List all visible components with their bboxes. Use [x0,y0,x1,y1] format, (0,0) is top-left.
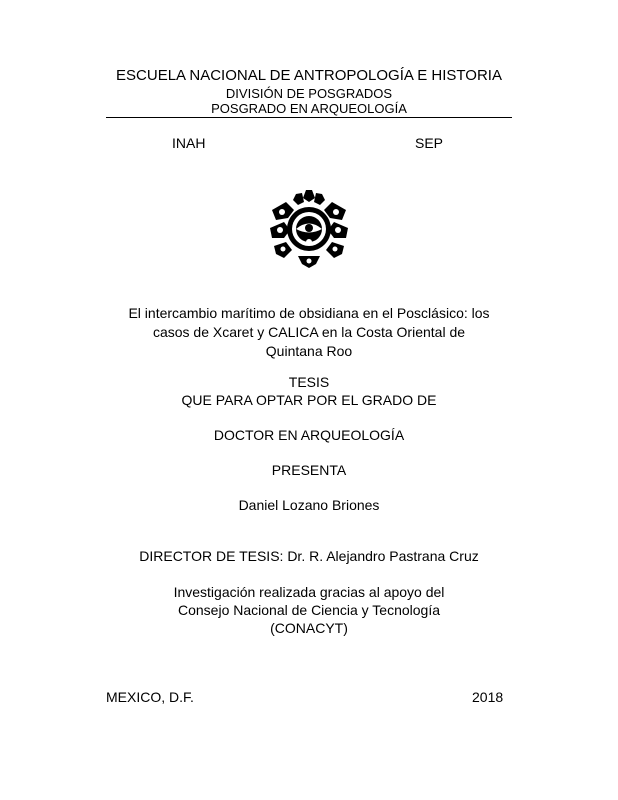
presenta-label: PRESENTA [271,462,347,478]
header-divider [106,117,512,118]
thesis-title-line-2: casos de Xcaret y CALICA en la Costa Oriental de [152,324,466,340]
place-label: MEXICO, D.F. [106,689,194,705]
funding-line-3: (CONACYT) [270,620,348,636]
eagle-emblem-icon [268,188,350,270]
funding-note [0,583,618,637]
thesis-title-line-3: Quintana Roo [265,343,353,359]
thesis-title-line-1: El intercambio marítimo de obsidiana en el Posclásico: los [128,305,490,321]
school-name: ESCUELA NACIONAL DE ANTROPOLOGÍA E HISTORIA [116,67,502,84]
program-name: POSGRADO EN ARQUEOLOGÍA [211,101,407,116]
tesis-heading: TESIS [288,374,330,390]
degree-purpose: QUE PARA OPTAR POR EL GRADO DE [181,392,437,408]
thesis-title [0,304,618,361]
institution-sep: SEP [415,135,444,151]
year-label: 2018 [472,689,504,705]
institution-inah: INAH [172,135,206,151]
thesis-director: DIRECTOR DE TESIS: Dr. R. Alejandro Pastrana Cruz [139,548,479,564]
funding-line-2: Consejo Nacional de Ciencia y Tecnología [177,602,440,618]
division-name: DIVISIÓN DE POSGRADOS [225,86,393,101]
author-name: Daniel Lozano Briones [238,497,380,513]
funding-line-1: Investigación realizada gracias al apoyo del [173,584,445,600]
degree-name: DOCTOR EN ARQUEOLOGÍA [213,427,405,443]
